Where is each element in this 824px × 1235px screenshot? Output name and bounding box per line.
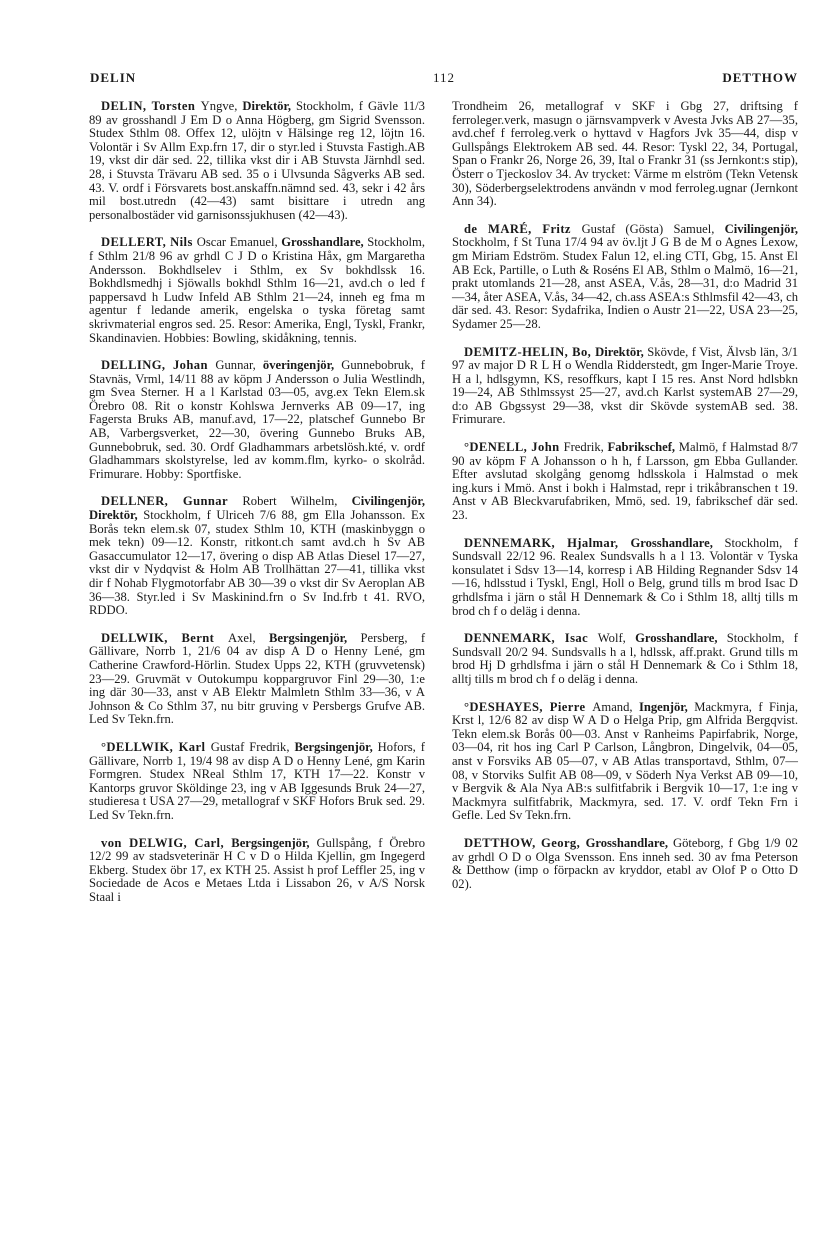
entry-title: Civilingenjör, Direktör, [89,494,425,523]
left-column [89,100,425,918]
entry-surname: DENNEMARK, [464,535,556,550]
entry-given-name: Fritz [531,221,582,236]
entry-surname: DELLWIK, [101,630,168,645]
entry-surname: DELIN, [101,99,147,113]
entry-text: Stockholm, f Ulriceh 7/6 88, gm Ella Johansson. Ex Borås tekn elem.sk 07, studex Sthlm 10, KTH (maskinbyggn o mek tekn) 09—12. Konstr, ritkont.ch samt avd.ch h Sv AB Gasaccumulator 12—17, övering o disp AB Atlas Diesel 17—27, vkst dir v Nydqvist & Holm AB Trollhättan 27—41, tillika vkst dir f Nohab Flygmotorfabr AB 30—39 o vkst dir Sv Aeroplan AB 36—38. Styr.led i Sv Maskinind.frn o Sv Ind.frb t 41. RVO, RDDO. [89,508,425,618]
entry-title: Bergsingenjör, [231,835,310,850]
entry-text: Stockholm, f Sundsvall 22/12 96. Realex Sundsvalls h a l 13. Volontär v Tyska konsulatet i Sdsv 13—14, korresp i AB Hilding Regnander Sdsv 14—16, hdlsstud i Tyskl, Engl, Holl o Belg, grund tills m brod Isac D grhdlsfma i järn o stål H Dennemark & Co i Sthlm 18, alltj tills m brod ch f o deläg i denna. [452,535,798,618]
biography-entry [452,632,798,686]
biography-entry [89,495,425,617]
entry-title: Ingenjör, [638,699,688,714]
entry-text: Stockholm, f Gävle 11/3 89 av grosshandl J Em D o Anna Högberg, gm Sigrid Svensson. Studex Sthlm 08. Offex 12, ulöjtn v Hälsinge reg 12, löjtn 16. Volontär i Sv Allm Exp.frn 17, dir o styr.led i Stuvsta Fastigh.AB 19, vkst dir där sed. 22, tillika vkst dir i AB Stuvsta Järnhdl sed. 28, i Stuvsta Trävaru AB sed. 35 o i Ulvsunda Sågverks AB sed. 43. V. ordf i Försvarets bost.anskaffn.nämnd sed. 43, sekr i 42 års mil bost.utredn (42—43) samt bisittare i utredn ang personalbostäder vid garnisonssjukhusen (42—43). [89,99,425,222]
entry-text: Skövde, f Vist, Älvsb län, 3/1 97 av major D R L H o Wendla Ridderstedt, gm Inger-Marie Troye. H a l, hdlsgymn, KS, resoffkurs, kapt I 15 res. Anst Nord hdlsbkn 19—24, AB Sthlmssyst 25—27, avd.ch Karlst systemAB 27—29, d:o AB Gbgssyst 29—38, vkst dir Skövde systemAB sed. 38. Frimurare. [452,344,798,427]
right-column [452,100,798,905]
entry-title: Bergsingenjör, [294,739,373,754]
entry-surname: de MARÉ, [464,221,532,236]
entry-given-name: Gunnar [168,494,243,509]
entry-text: Stockholm, f St Tuna 17/4 94 av öv.ljt J G B de M o Agnes Lexow, gm Miriam Edström. Studex Falun 12, el.ing CTI, Gbg, 15. Anst El AB Eck, Partille, o Luth & Roséns El AB, Sthlm o Malmö, 16—21, prakt utomlands 21—28, anst ASEA, V.ås, 28—31, d:o Madrid 31—34, åter ASEA, V.ås, 34—42, ch.ass ASEA:s Sthlmsfil 42—43, ch där sed. 43. Resor: Sydafrika, Indien o Austr 21—22, USA 23—25, Sydamer 25—28. [452,235,798,331]
entry-surname: DELLNER, [101,494,169,509]
entry-title: Bergsingenjör, [268,630,348,645]
entry-other-names: Robert Wilhelm, [242,494,352,509]
biography-entry [89,236,425,345]
entry-text: Mackmyra, f Finja, Krst l, 12/6 82 av disp W A D o Helga Prip, gm Alfrida Bergqvist. Tekn elem.sk Borås 00—03. Anst v Ranheims Papirfabrik, Norge, 03—04, rit hos ing Carl P Carlson, Långbron, Dingelvik, 04—05, anst v Forsviks AB 05—07, v AB Atlas transportavd, Sthlm, 07—08, v Storviks Sulfit AB 08—09, v Söderh Nya Verkst AB 09—10, v Bergvik & Ala Nya AB:s sulfitfabrik i Bergvik 10—17, 1:e ing v Mackmyra sulfitfabrik, Mackmyra, sed. 17. V. ordf Tekn Frn i Gefle. Led Sv Tekn.frn. [452,699,799,823]
biography-entry [452,701,798,823]
biography-entry [452,100,798,209]
page-number: 112 [432,70,456,85]
entry-given-name: Johan [165,358,216,373]
entry-text: Persberg, f Gällivare, Norrb 1, 21/6 04 av disp A D o Henny Lené, gm Catherine Crawford-Hörlin. Studex Upps 22, KTH (gruvvetensk) 23—29. Gruvmät v Outokumpu koppargruvor Finl 29—30, 1:e ing där 30—33, anst v AB Elektr Malmletn Sthlm 33—36, v A Johnson & Co Sthlm 37, nu bitr gruving v Persbergs Grufve AB. Led Sv Tekn.frn. [89,630,426,727]
entry-other-names: Gunnar, [215,358,263,373]
biography-entry [89,359,425,481]
entry-text: Trondheim 26, metallograf v SKF i Gbg 27, driftsing f ferroleger.verk, masugn o järnsvampverk v Avesta Jvks AB 27—35, avd.chef f ferroleg.verk o hyttavd v Hagfors Jvk 35—44, disp v Gullspångs Elektrokem AB sed. 44. Resor: Tyskl 22, 34, Portugal, Span o Frankr 26, Norge 26, 39, Ital o Frankr 31 (ss Jernkont:s stip), Österr o Tjeckoslov 34. Av trycket: Värme m elström (Tekn Vetensk 30), Söderbergselektrodens användn v mod ferroleg.ugnar (Jernkont Ann 34). [452,99,798,209]
entry-text: Gullspång, f Örebro 12/2 99 av stadsveterinär H C v D o Hilda Kjellin, gm Ingegerd Ekberg. Studex öbr 17, ex KTH 25. Assist h prof Leffler 25, ing v Sociedade de Acos e Metaes Ltda i Lissabon 26, v A/S Norsk Staal i [89,835,425,904]
entry-given-name: Carl, [187,835,232,850]
entry-other-names: Gustaf (Gösta) Samuel, [581,221,725,236]
header-right-keyword: DETTHOW [722,70,798,85]
biography-entry [89,837,425,905]
biography-entry [89,100,425,222]
entry-text: Stockholm, f Sthlm 21/8 96 av grhdl C J D o Kristina Håx, gm Margaretha Andersson. Bokhdlselev i Sthlm, ex Sv bokhdlssk 16. Bokhdlsmedhj i Sjöwalls bokhdl Sthlm 16—21, avd.ch o led f pappersavd h Ludw Infeld AB Sthlm 21—24, inneh eg fma m agentur f ledande amerik, engelska o tyska företag samt skrivmaterial engros sed. 25. Resor: Amerika, Engl, Tyskl, Frankr, Skandinavien. Hobbies: Bowling, skidåkning, tennis. [89,235,426,345]
entry-given-name: Nils [166,235,197,250]
entry-given-name: John [527,440,564,455]
entry-other-names: Gustaf Fredrik, [210,739,295,754]
entry-text: Hofors, f Gällivare, Norrb 1, 19/4 98 av disp A D o Henny Lené, gm Karin Formgren. Studex NReal Sthlm 17, KTH 17—22. Konstr v Kantorps gruvor Sköldinge 23, ing v AB Iggesunds Bruk 24—27, studieresa t USA 27—29, metallograf v SKF Hofors Bruk sed. 29. Led Sv Tekn.frn. [89,739,425,822]
biography-entry [452,537,798,619]
biography-entry [452,837,798,891]
biography-entry [452,441,798,523]
entry-given-name: Karl [173,739,211,754]
entry-title: Civilingenjör, [724,221,798,236]
entry-given-name: Bo, [568,344,596,359]
entry-other-names: Wolf, [597,631,636,646]
entry-surname: DELLERT, [101,235,167,250]
entry-other-names: Amand, [592,699,639,714]
entry-surname: DETTHOW, [464,835,536,850]
entry-title: Grosshandlare, [630,535,713,550]
entry-title: Fabrikschef, [607,440,676,455]
header-left-keyword: DELIN [90,70,137,85]
entry-title: Grosshandlare, [635,631,718,646]
entry-title: Direktör, [595,344,644,359]
entry-surname: von DELWIG, [101,835,188,850]
entry-surname: °DENELL, [464,440,528,455]
entry-other-names: Oscar Emanuel, [196,235,282,250]
entry-other-names: Fredrik, [563,440,608,455]
entry-title: Grosshandlare, [281,235,364,250]
page-header [90,70,798,90]
entry-text: Gunnebobruk, f Stavnäs, Vrml, 14/11 88 av köpm J Andersson o Julia Westlindh, gm Svea Sterner. H a l Karlstad 03—05, avg.ex Tekn Elem.sk Örebro 08. Rit o konstr Kohlswa Jernverks AB 09—17, ing Fagersta Bruks AB, manuf.avd, 17—22, platschef Gunnebo Br AB, Varbergsverket, 22—30, övering Gunnebo Bruks AB, Gunnebobruk, sed. 30. Ordf Gladhammars arbetslösh.kté, v. ordf Gladhammars skolstyrelse, led av komm.flm, kyrko- o skolråd. Frimurare. Hobby: Sportfiske. [89,358,425,481]
entry-surname: °DESHAYES, [464,699,543,714]
biography-entry [452,223,798,332]
entry-text: Malmö, f Halmstad 8/7 90 av köpm F A Johansson o h h, f Larsson, gm Ebba Gullander. Efter avslutad skolgång genomg hdlsskola i Halmstad o mek ing.kurs i Mmö. Anst i bokh i Halmstad, repr i trikåbranschen t 19. Anst v AB Bleckvarufabriken, Mmö, sed. 19, fabrikschef där sed. 23. [452,440,798,523]
entry-other-names: Axel, [228,630,269,645]
entry-title: Direktör, [242,99,292,113]
entry-given-name: Isac [555,631,598,646]
entry-other-names: Yngve, [200,99,243,113]
entry-text: Stockholm, f Sundsvall 20/2 94. Sundsvalls h a l, hdlssk, aff.prakt. Grund tills m brod Hj D grhdlsfma i järn o stål H Dennemark & Co i Sthlm 18, alltj tills m brod ch f o deläg i denna. [452,631,799,686]
entry-given-name: Pierre [542,699,593,714]
entry-surname: DENNEMARK, [464,631,556,646]
entry-given-name: Hjalmar, [555,535,631,550]
entry-surname: DEMITZ-HELIN, [464,344,569,359]
entry-given-name: Georg, [535,835,586,850]
biography-entry [452,346,798,428]
entry-title: Grosshandlare, [585,835,669,850]
entry-surname: DELLING, [101,358,166,373]
entry-given-name: Bernt [167,630,228,645]
entry-text: Göteborg, f Gbg 1/9 02 av grhdl O D o Olga Svensson. Ens inneh sed. 30 av fma Peterson & Detthow (imp o förpackn av kryddor, etabl av Olof P o Otto D 02). [452,835,799,891]
entry-surname: °DELLWIK, [101,739,174,754]
biography-entry [89,741,425,823]
entry-title: överingenjör, [262,358,335,373]
biography-entry [89,632,425,727]
entry-given-name: Torsten [146,99,201,113]
